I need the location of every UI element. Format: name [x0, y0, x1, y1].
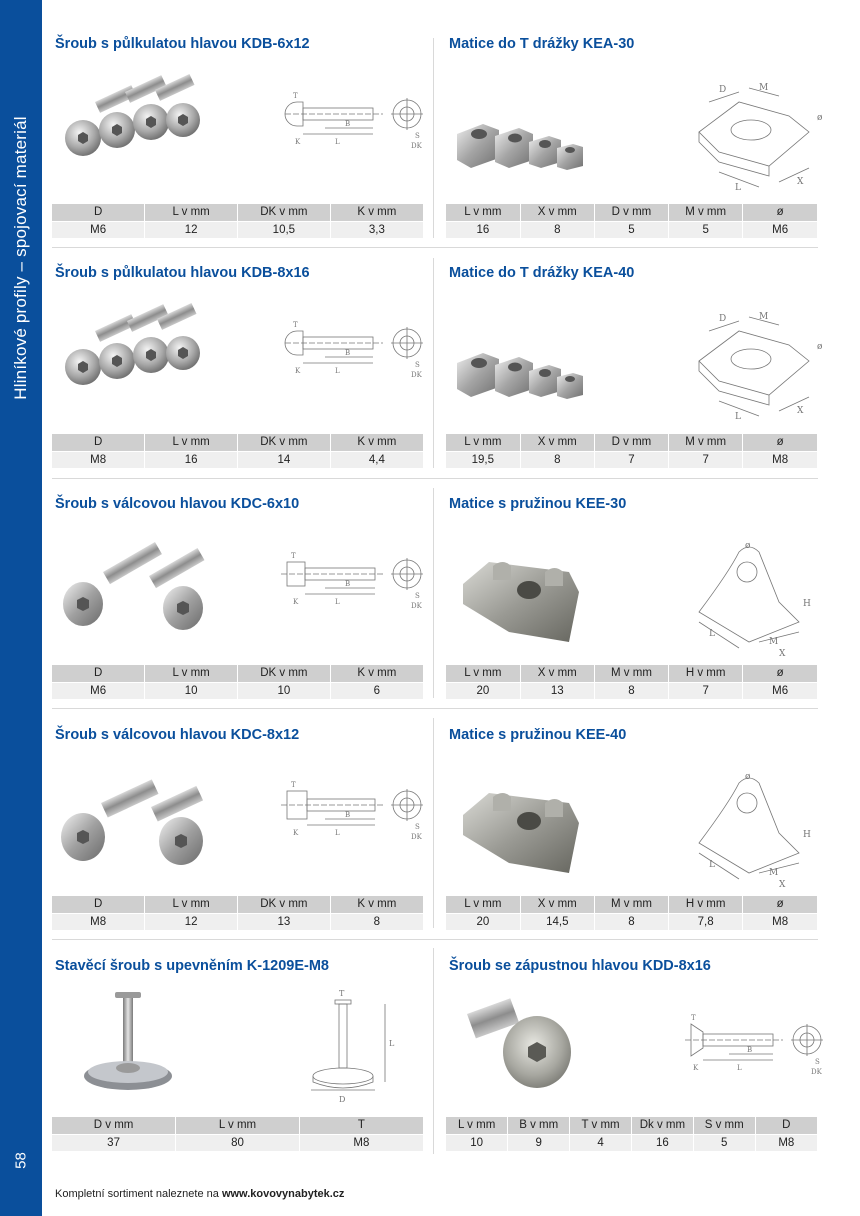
spec-value: M8 — [755, 1134, 817, 1151]
drawing-label-k: K — [295, 138, 301, 146]
product-title: Šroub s půlkulatou hlavou KDB-6x12 — [55, 36, 310, 52]
drawing-label-s: S — [415, 132, 420, 140]
drawing-label-t: T — [291, 781, 296, 789]
spec-header: ø — [743, 665, 817, 682]
drawing-label-l: L — [737, 1064, 742, 1072]
spec-header: ø — [743, 896, 817, 913]
drawing-label-b: B — [345, 120, 351, 128]
spec-value: 12 — [145, 221, 238, 238]
spec-value: 5 — [669, 221, 743, 238]
spec-header: D v mm — [594, 204, 668, 221]
spec-table-kdd-8x16 — [446, 1117, 817, 1151]
drawing-label-b: B — [345, 811, 351, 819]
drawing-label-m: M — [759, 83, 769, 93]
product-title: Stavěcí šroub s upevněním K-1209E-M8 — [55, 958, 329, 974]
spec-header: L v mm — [446, 665, 520, 682]
spec-value: M6 — [52, 682, 145, 699]
screw-technical-drawing — [669, 998, 829, 1128]
drawing-label-dia: ø — [817, 113, 823, 123]
drawing-label-dk: DK — [411, 602, 422, 610]
drawing-label-l: L — [335, 598, 340, 606]
product-title: Šroub s válcovou hlavou KDC-8x12 — [55, 727, 300, 743]
spec-header: D v mm — [594, 434, 668, 451]
spec-header: D — [52, 204, 145, 221]
drawing-label-m: M — [759, 312, 769, 322]
column-divider — [433, 258, 434, 468]
column-divider — [433, 948, 434, 1154]
drawing-label-t: T — [293, 321, 298, 329]
spec-header: L v mm — [446, 1117, 508, 1134]
spec-value: 19,5 — [446, 451, 520, 468]
drawing-label-b: B — [747, 1046, 753, 1054]
row-divider — [52, 247, 818, 248]
spec-value: 16 — [631, 1134, 693, 1151]
t-nut-technical-drawing — [679, 301, 839, 431]
screw-technical-drawing — [265, 532, 425, 662]
spec-header: ø — [743, 204, 817, 221]
spec-header: M v mm — [594, 665, 668, 682]
product-k-1209e-m8 — [55, 958, 425, 1118]
spec-value: 8 — [520, 451, 594, 468]
spec-value: 10 — [446, 1134, 508, 1151]
drawing-label-d: D — [719, 85, 727, 95]
spec-header: D — [755, 1117, 817, 1134]
drawing-label-d: D — [719, 314, 727, 324]
footer — [55, 1188, 344, 1200]
t-slot-nuts-photo — [449, 301, 619, 431]
drawing-label-m: M — [769, 637, 779, 647]
spec-header: L v mm — [145, 204, 238, 221]
spec-header: T — [299, 1117, 423, 1134]
spec-header: K v mm — [330, 665, 423, 682]
spec-value: 10 — [145, 682, 238, 699]
spec-header: DK v mm — [238, 896, 331, 913]
footer-text: Kompletní sortiment naleznete na — [55, 1188, 222, 1200]
product-title: Matice do T drážky KEA-40 — [449, 265, 635, 281]
spec-header: T v mm — [570, 1117, 632, 1134]
spec-value: 6 — [330, 682, 423, 699]
spec-header: S v mm — [693, 1117, 755, 1134]
spec-value: M8 — [743, 451, 817, 468]
drawing-label-k: K — [693, 1064, 699, 1072]
spec-value: M8 — [299, 1134, 423, 1151]
spec-header: L v mm — [145, 434, 238, 451]
drawing-label-b: B — [345, 580, 351, 588]
row-divider — [52, 708, 818, 709]
sidebar-title: Hliníkové profily – spojovací materiál — [11, 116, 30, 400]
spec-header: X v mm — [520, 204, 594, 221]
column-divider — [433, 488, 434, 698]
column-divider — [433, 38, 434, 238]
drawing-label-x: X — [797, 177, 804, 187]
drawing-label-dk: DK — [811, 1068, 822, 1076]
drawing-label-l: L — [709, 629, 715, 639]
spec-value: 9 — [508, 1134, 570, 1151]
leveling-foot-photo — [55, 986, 215, 1106]
spec-header: D — [52, 665, 145, 682]
spec-value: M6 — [743, 221, 817, 238]
spring-nut-technical-drawing — [679, 532, 839, 662]
spec-value: 7 — [594, 451, 668, 468]
drawing-label-k: K — [293, 829, 299, 837]
screw-technical-drawing — [265, 72, 425, 202]
spec-value: 5 — [693, 1134, 755, 1151]
row-divider — [52, 939, 818, 940]
drawing-label-t: T — [293, 92, 298, 100]
drawing-label-m: M — [769, 868, 779, 878]
drawing-label-x: X — [779, 880, 786, 890]
button-head-screws-photo — [55, 301, 225, 431]
spec-header: D — [52, 434, 145, 451]
drawing-label-d: D — [339, 1095, 346, 1104]
spec-table-k-1209e-m8 — [52, 1117, 423, 1151]
socket-head-screws-photo — [55, 532, 225, 662]
spec-value: 10 — [238, 682, 331, 699]
drawing-label-dk: DK — [411, 833, 422, 841]
spec-value: 13 — [238, 913, 331, 930]
drawing-label-dia: ø — [745, 772, 751, 782]
spec-value: 80 — [176, 1134, 300, 1151]
spec-value: 7 — [669, 682, 743, 699]
spec-value: 8 — [520, 221, 594, 238]
spec-header: K v mm — [330, 896, 423, 913]
page-number: 58 — [12, 1152, 30, 1169]
spec-value: 8 — [594, 682, 668, 699]
product-title: Matice s pružinou KEE-30 — [449, 496, 627, 512]
spec-header: L v mm — [446, 896, 520, 913]
button-head-screws-photo — [55, 72, 225, 202]
spring-nut-photo — [449, 763, 619, 893]
drawing-label-b: B — [345, 349, 351, 357]
spec-value: 12 — [145, 913, 238, 930]
countersunk-screw-photo — [449, 986, 589, 1106]
column-divider — [433, 718, 434, 928]
spec-value: M6 — [52, 221, 145, 238]
spec-header: K v mm — [330, 434, 423, 451]
spec-header: K v mm — [330, 204, 423, 221]
drawing-label-s: S — [815, 1058, 820, 1066]
spec-value: M6 — [743, 682, 817, 699]
spec-header: L v mm — [145, 665, 238, 682]
spec-header: X v mm — [520, 665, 594, 682]
spec-header: M v mm — [594, 896, 668, 913]
drawing-label-l: L — [735, 183, 741, 193]
drawing-label-h: H — [803, 830, 811, 840]
screw-technical-drawing — [265, 301, 425, 431]
spec-value: 5 — [594, 221, 668, 238]
drawing-label-dk: DK — [411, 371, 422, 379]
product-title: Šroub se zápustnou hlavou KDD-8x16 — [449, 958, 711, 974]
drawing-label-k: K — [293, 598, 299, 606]
spec-value: 14,5 — [520, 913, 594, 930]
spec-header: D v mm — [52, 1117, 176, 1134]
drawing-label-l: L — [335, 829, 340, 837]
spec-header: L v mm — [145, 896, 238, 913]
spec-value: M8 — [743, 913, 817, 930]
drawing-label-x: X — [797, 406, 804, 416]
drawing-label-t: T — [291, 552, 296, 560]
spec-value: 4,4 — [330, 451, 423, 468]
spec-table-kee-30 — [446, 665, 817, 699]
drawing-label-l: L — [335, 367, 340, 375]
spec-value: 3,3 — [330, 221, 423, 238]
spec-table-kea-40 — [446, 434, 817, 468]
spec-table-kdc-8x12 — [52, 896, 423, 930]
drawing-label-s: S — [415, 361, 420, 369]
drawing-label-h: H — [803, 599, 811, 609]
spec-header: L v mm — [446, 204, 520, 221]
spring-nut-technical-drawing — [679, 763, 839, 893]
spec-header: D — [52, 896, 145, 913]
spec-value: 16 — [145, 451, 238, 468]
drawing-label-s: S — [415, 823, 420, 831]
drawing-label-l: L — [709, 860, 715, 870]
drawing-label-l: L — [389, 1039, 395, 1048]
drawing-label-dk: DK — [411, 142, 422, 150]
spring-nut-photo — [449, 532, 619, 662]
product-title: Matice s pružinou KEE-40 — [449, 727, 627, 743]
sidebar — [0, 0, 42, 1216]
drawing-label-l: L — [335, 138, 340, 146]
spec-value: 16 — [446, 221, 520, 238]
spec-header: H v mm — [669, 896, 743, 913]
spec-header: B v mm — [508, 1117, 570, 1134]
spec-header: M v mm — [669, 434, 743, 451]
product-kdd-8x16 — [449, 958, 822, 1118]
screw-technical-drawing — [265, 763, 425, 893]
spec-value: 13 — [520, 682, 594, 699]
spec-header: L v mm — [446, 434, 520, 451]
product-title: Šroub s válcovou hlavou KDC-6x10 — [55, 496, 300, 512]
socket-head-screws-photo — [55, 763, 225, 893]
spec-table-kee-40 — [446, 896, 817, 930]
drawing-label-dia: ø — [745, 541, 751, 551]
drawing-label-t: T — [691, 1014, 696, 1022]
spec-header: L v mm — [176, 1117, 300, 1134]
spec-header: DK v mm — [238, 665, 331, 682]
spec-table-kdb-6x12 — [52, 204, 423, 238]
product-title: Šroub s půlkulatou hlavou KDB-8x16 — [55, 265, 310, 281]
drawing-label-s: S — [415, 592, 420, 600]
spec-header: DK v mm — [238, 204, 331, 221]
spec-value: 4 — [570, 1134, 632, 1151]
spec-table-kea-30 — [446, 204, 817, 238]
spec-value: 20 — [446, 913, 520, 930]
drawing-label-dia: ø — [817, 342, 823, 352]
t-slot-nuts-photo — [449, 72, 619, 202]
spec-value: 20 — [446, 682, 520, 699]
spec-value: M8 — [52, 913, 145, 930]
spec-header: DK v mm — [238, 434, 331, 451]
spec-table-kdc-6x10 — [52, 665, 423, 699]
spec-value: 7,8 — [669, 913, 743, 930]
drawing-label-t: T — [339, 989, 345, 998]
spec-value: 14 — [238, 451, 331, 468]
spec-value: 7 — [669, 451, 743, 468]
drawing-label-l: L — [735, 412, 741, 422]
spec-header: M v mm — [669, 204, 743, 221]
t-nut-technical-drawing — [679, 72, 839, 202]
footer-website-link[interactable]: www.kovovynabytek.cz — [221, 1188, 345, 1200]
spec-header: X v mm — [520, 434, 594, 451]
spec-table-kdb-8x16 — [52, 434, 423, 468]
leveling-foot-technical-drawing — [305, 986, 415, 1112]
spec-value: 8 — [330, 913, 423, 930]
spec-value: M8 — [52, 451, 145, 468]
spec-header: X v mm — [520, 896, 594, 913]
spec-header: Dk v mm — [631, 1117, 693, 1134]
product-title: Matice do T drážky KEA-30 — [449, 36, 635, 52]
row-divider — [52, 478, 818, 479]
spec-value: 8 — [594, 913, 668, 930]
drawing-label-x: X — [779, 649, 786, 659]
spec-header: H v mm — [669, 665, 743, 682]
spec-value: 37 — [52, 1134, 176, 1151]
spec-header: ø — [743, 434, 817, 451]
drawing-label-k: K — [295, 367, 301, 375]
spec-value: 10,5 — [238, 221, 331, 238]
